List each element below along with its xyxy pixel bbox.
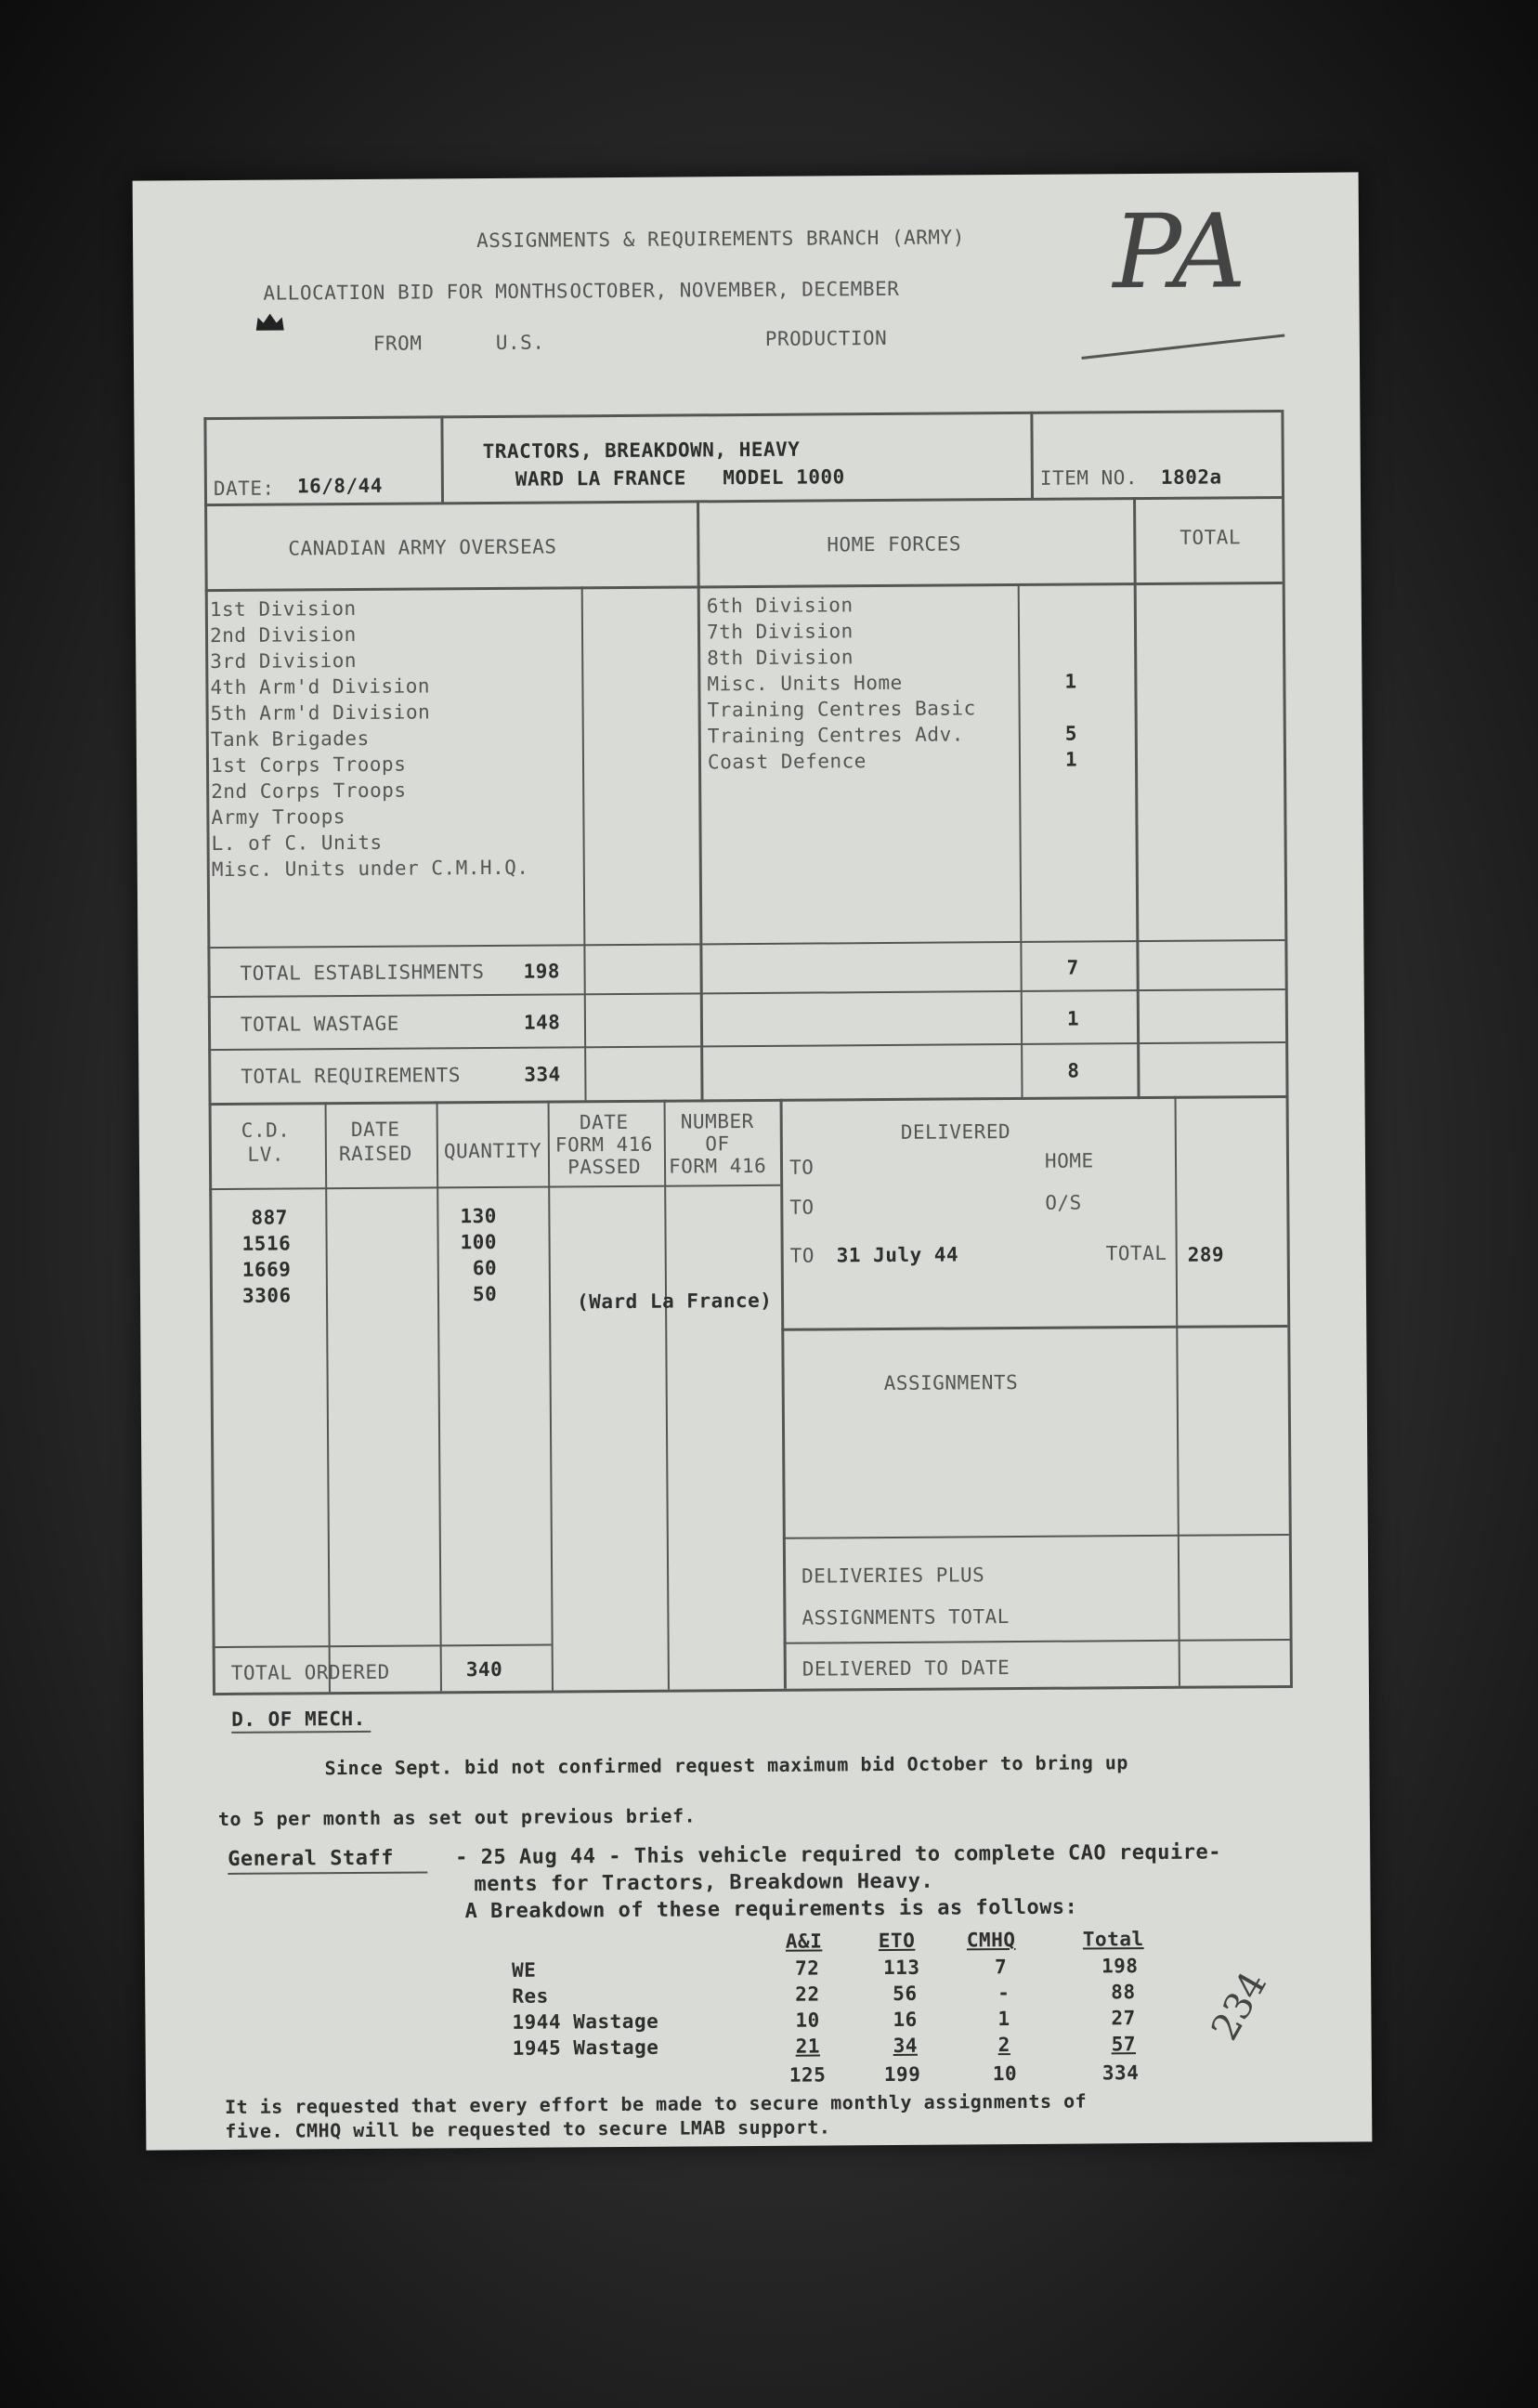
breakdown-total-cell: 334 — [1101, 2061, 1140, 2085]
manufacturer-note: (Ward La France) — [576, 1289, 773, 1314]
delivered-total-col — [1175, 1096, 1180, 1686]
total-establishments-cao: 198 — [523, 960, 561, 983]
cao-unit: 5th Arm'd Division — [210, 700, 431, 726]
form-bottom-border — [213, 1685, 1293, 1695]
department-underline — [231, 1731, 371, 1734]
breakdown-cell: 27 — [1111, 2007, 1136, 2030]
general-staff-label: General Staff — [228, 1846, 395, 1871]
orders-col-4 — [664, 1100, 670, 1690]
quantity-header: QUANTITY — [443, 1139, 542, 1163]
breakdown-cell: 198 — [1101, 1955, 1139, 1978]
form-right-border — [1281, 410, 1293, 1687]
total-requirements-label: TOTAL REQUIREMENTS — [241, 1064, 462, 1088]
breakdown-cell: 21 — [795, 2035, 821, 2058]
home-label: HOME — [1044, 1149, 1094, 1172]
breakdown-cell: 56 — [893, 1982, 918, 2005]
total-requirements-cao: 334 — [524, 1063, 561, 1086]
total-ordered-divider — [213, 1644, 552, 1649]
cao-unit: 4th Arm'd Division — [210, 674, 431, 700]
date-divider — [440, 415, 444, 504]
breakdown-col-header: Total — [1082, 1928, 1144, 1951]
row-divider-3 — [209, 1095, 1286, 1106]
date-value: 16/8/44 — [296, 474, 384, 498]
handwritten-initials: PA — [1112, 191, 1246, 312]
delivered-header: DELIVERED — [900, 1120, 1011, 1144]
breakdown-cell: 88 — [1111, 1981, 1136, 2004]
orders-col-2 — [437, 1101, 442, 1691]
general-staff-text1: - 25 Aug 44 - This vehicle required to complete CAO require- — [455, 1840, 1222, 1870]
home-unit: Training Centres Basic — [707, 697, 976, 722]
order-qty: 60 — [472, 1256, 498, 1280]
os-label: O/S — [1045, 1191, 1082, 1214]
home-unit: 8th Division — [707, 646, 854, 670]
totals-divider-1 — [207, 939, 1284, 949]
home-unit-value: 5 — [1064, 722, 1078, 745]
handwritten-underline — [1081, 334, 1284, 360]
from-value: U.S. — [495, 331, 545, 354]
breakdown-row-label: 1945 Wastage — [512, 2035, 659, 2060]
breakdown-cell: - — [997, 1982, 1010, 2005]
date-label: DATE: — [213, 477, 275, 501]
total-header: TOTAL — [1180, 526, 1242, 549]
cao-unit: Army Troops — [211, 805, 346, 830]
crown-stamp-icon — [254, 309, 286, 332]
breakdown-col-header: A&I — [785, 1930, 823, 1953]
general-staff-underline — [228, 1871, 427, 1875]
breakdown-cell: 1 — [997, 2008, 1010, 2031]
to-label-2: TO — [789, 1196, 815, 1219]
total-wastage-home: 1 — [1066, 1007, 1080, 1030]
breakdown-total-cell: 125 — [789, 2063, 827, 2087]
allocation-label: ALLOCATION BID FOR MONTHS — [263, 280, 569, 305]
number-form-416-header: NUMBER OF FORM 416 — [668, 1109, 767, 1178]
orders-col-1 — [325, 1102, 331, 1692]
orders-header-divider — [209, 1184, 780, 1190]
breakdown-total-cell: 10 — [992, 2062, 1018, 2086]
breakdown-cell: 7 — [994, 1956, 1008, 1979]
home-unit: Misc. Units Home — [707, 671, 903, 696]
order-cd: 3306 — [241, 1284, 292, 1307]
cd-lv-header: C.D. LV. — [241, 1119, 291, 1166]
order-qty: 130 — [460, 1204, 497, 1228]
production-label: PRODUCTION — [764, 326, 888, 350]
totals-divider-2 — [208, 988, 1285, 998]
assignments-divider — [781, 1325, 1287, 1331]
order-cd: 887 — [251, 1206, 288, 1229]
breakdown-cell: 113 — [882, 1956, 920, 1980]
branch-title: ASSIGNMENTS & REQUIREMENTS BRANCH (ARMY) — [476, 226, 965, 253]
cao-unit: 2nd Corps Troops — [211, 779, 407, 804]
home-unit: 7th Division — [706, 620, 854, 644]
mech-note-line1: Since Sept. bid not confirmed request maximum bid October to bring up — [324, 1751, 1128, 1780]
deliveries-plus-label: DELIVERIES PLUS — [802, 1564, 985, 1588]
order-qty: 50 — [472, 1282, 498, 1306]
breakdown-cell: 72 — [794, 1956, 820, 1980]
mech-note-line2: to 5 per month as set out previous brief. — [217, 1804, 697, 1831]
order-qty: 100 — [460, 1230, 498, 1254]
cao-unit: L. of C. Units — [211, 831, 383, 856]
orders-col-5 — [780, 1099, 787, 1689]
delivered-to-date-label: DELIVERED TO DATE — [802, 1656, 1010, 1681]
document-page — [133, 172, 1373, 2150]
home-unit: Training Centres Adv. — [707, 723, 964, 748]
form-top-border — [203, 410, 1281, 420]
final-request-line2: five. CMHQ will be requested to secure LMAB support. — [225, 2115, 831, 2142]
department-label: D. OF MECH. — [231, 1707, 366, 1731]
home-total-divider — [1133, 497, 1140, 1099]
general-staff-text3: A Breakdown of these requirements is as follows: — [464, 1895, 1078, 1924]
date-raised-header: DATE RAISED — [338, 1118, 412, 1166]
total-wastage-label: TOTAL WASTAGE — [240, 1012, 399, 1036]
breakdown-cell: 22 — [795, 1983, 820, 2006]
delivered-total-label: TOTAL — [1105, 1241, 1167, 1265]
assignments-label: ASSIGNMENTS — [883, 1371, 1019, 1395]
breakdown-cell: 34 — [893, 2034, 919, 2057]
home-unit: 6th Division — [706, 594, 854, 618]
date-form-416-header: DATE FORM 416 PASSED — [554, 1110, 654, 1179]
cao-unit: 2nd Division — [209, 622, 357, 648]
delivered-date: 31 July 44 — [836, 1243, 959, 1267]
assignments-total-label: ASSIGNMENTS TOTAL — [802, 1605, 1010, 1629]
row-divider-2 — [205, 582, 1283, 592]
deliveries-divider — [783, 1534, 1289, 1539]
home-forces-header: HOME FORCES — [827, 532, 962, 556]
cao-value-divider — [581, 586, 587, 1102]
row-divider-1 — [204, 496, 1282, 506]
cao-header: CANADIAN ARMY OVERSEAS — [288, 535, 557, 560]
total-wastage-cao: 148 — [523, 1011, 561, 1034]
home-unit-value: 1 — [1064, 670, 1077, 693]
from-label: FROM — [372, 332, 423, 355]
total-ordered-value: 340 — [465, 1657, 503, 1682]
item-no-label: ITEM NO. — [1039, 466, 1139, 490]
breakdown-col-header: ETO — [878, 1929, 916, 1953]
breakdown-row-label: Res — [512, 1984, 549, 2008]
cao-unit: 3rd Division — [210, 648, 358, 674]
breakdown-row-label: 1944 Wastage — [512, 2009, 659, 2034]
order-cd: 1516 — [241, 1232, 292, 1255]
breakdown-cell: 57 — [1111, 2033, 1137, 2056]
breakdown-col-header: CMHQ — [966, 1929, 1016, 1952]
delivered-total-value: 289 — [1187, 1243, 1225, 1266]
total-ordered-label: TOTAL ORDERED — [230, 1660, 390, 1684]
totals-divider-3 — [208, 1041, 1285, 1051]
total-requirements-home: 8 — [1067, 1059, 1080, 1082]
order-cd: 1669 — [241, 1258, 292, 1281]
cao-unit: 1st Corps Troops — [210, 752, 407, 778]
home-value-divider — [1018, 583, 1023, 1099]
final-request-line1: It is requested that every effort be made to secure monthly assignments of — [225, 2089, 1088, 2118]
to-label-1: TO — [789, 1156, 815, 1179]
total-establishments-label: TOTAL ESTABLISHMENTS — [240, 961, 485, 985]
item-no-value: 1802a — [1160, 465, 1222, 489]
breakdown-cell: 10 — [795, 2009, 820, 2032]
breakdown-cell: 2 — [997, 2034, 1010, 2057]
item-divider — [1030, 412, 1034, 500]
total-establishments-home: 7 — [1066, 956, 1079, 979]
cao-unit: Misc. Units under C.M.H.Q. — [211, 856, 529, 882]
orders-col-3 — [548, 1101, 554, 1691]
breakdown-total-cell: 199 — [883, 2062, 921, 2087]
allocation-months: OCTOBER, NOVEMBER, DECEMBER — [569, 277, 900, 303]
delivered-to-date-divider — [784, 1639, 1290, 1644]
item-title-line1: TRACTORS, BREAKDOWN, HEAVY — [482, 438, 801, 464]
breakdown-cell: 16 — [893, 2008, 918, 2031]
cao-unit: Tank Brigades — [210, 726, 370, 752]
breakdown-row-label: WE — [511, 1958, 537, 1982]
to-label-3: TO — [789, 1244, 815, 1267]
home-unit: Coast Defence — [707, 750, 867, 774]
home-unit-value: 1 — [1064, 748, 1078, 771]
cao-home-divider — [697, 500, 704, 1102]
general-staff-text2: ments for Tractors, Breakdown Heavy. — [474, 1869, 934, 1897]
margin-handwriting: 234 — [1203, 1964, 1276, 2048]
cao-unit: 1st Division — [209, 596, 357, 622]
item-title-line2: WARD LA FRANCE MODEL 1000 — [515, 465, 845, 491]
